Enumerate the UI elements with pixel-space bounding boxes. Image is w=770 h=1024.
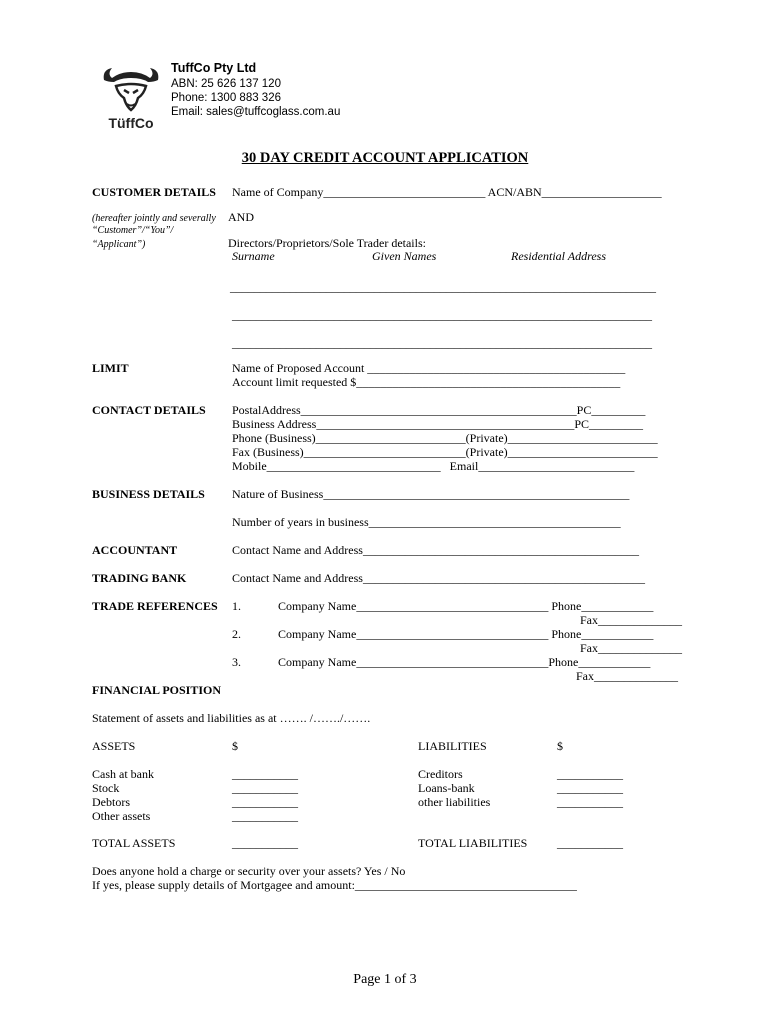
- company-name: TuffCo Pty Ltd: [171, 61, 257, 75]
- asset-other-field[interactable]: ___________: [232, 809, 298, 823]
- assets-heading: ASSETS: [92, 739, 136, 753]
- asset-debtors-label: Debtors: [92, 795, 130, 809]
- director-line-3[interactable]: ______________________________________________________________________: [232, 336, 652, 350]
- nature-of-business-field[interactable]: Nature of Business___________________________________________________: [232, 487, 630, 501]
- company-email: Email: sales@tuffcoglass.com.au: [171, 106, 341, 118]
- account-name-field[interactable]: Name of Proposed Account ___________________________________________: [232, 361, 626, 375]
- ref-3-num: 3.: [232, 655, 241, 669]
- ref-1-fax-field[interactable]: Fax______________: [580, 613, 682, 627]
- company-phone: Phone: 1300 883 326: [171, 92, 281, 104]
- trading-bank-heading: TRADING BANK: [92, 571, 187, 585]
- liability-creditors-label: Creditors: [418, 767, 463, 781]
- ref-2-fax-field[interactable]: Fax______________: [580, 641, 682, 655]
- years-in-business-field[interactable]: Number of years in business__________________________________________: [232, 515, 621, 529]
- contact-details-heading: CONTACT DETAILS: [92, 403, 206, 417]
- asset-stock-field[interactable]: ___________: [232, 781, 298, 795]
- charge-details-field[interactable]: If yes, please supply details of Mortgagee and amount:_____________________________________: [92, 878, 577, 892]
- accountant-contact-field[interactable]: Contact Name and Address______________________________________________: [232, 543, 639, 557]
- total-assets-label: TOTAL ASSETS: [92, 836, 176, 850]
- liability-loans-label: Loans-bank: [418, 781, 475, 795]
- given-names-col: Given Names: [372, 249, 437, 263]
- company-name-field[interactable]: Name of Company___________________________ ACN/ABN____________________: [232, 185, 662, 199]
- bank-contact-field[interactable]: Contact Name and Address_______________________________________________: [232, 571, 645, 585]
- director-line-1[interactable]: _______________________________________________________________________: [230, 280, 656, 294]
- tuffco-logo: [98, 60, 164, 132]
- liability-other-field[interactable]: ___________: [557, 795, 623, 809]
- asset-other-label: Other assets: [92, 809, 151, 823]
- page-number: Page 1 of 3: [353, 972, 417, 987]
- accountant-heading: ACCOUNTANT: [92, 543, 178, 557]
- trade-references-heading: TRADE REFERENCES: [92, 599, 218, 613]
- liabilities-dollar: $: [557, 739, 563, 753]
- liability-other-label: other liabilities: [418, 795, 491, 809]
- company-abn: ABN: 25 626 137 120: [171, 78, 281, 90]
- ref-1-num: 1.: [232, 599, 241, 613]
- ref-1-company-field[interactable]: Company Name________________________________ Phone____________: [278, 599, 654, 613]
- financial-position-heading: FINANCIAL POSITION: [92, 683, 222, 697]
- postal-address-field[interactable]: PostalAddress______________________________________________PC_________: [232, 403, 646, 417]
- liability-loans-field[interactable]: ___________: [557, 781, 623, 795]
- total-liabilities-label: TOTAL LIABILITIES: [418, 836, 528, 850]
- total-assets-field[interactable]: ___________: [232, 836, 298, 850]
- limit-heading: LIMIT: [92, 361, 129, 375]
- customer-note-1: (hereafter jointly and severally: [92, 213, 216, 224]
- statement-line[interactable]: Statement of assets and liabilities as at ……. /……./…….: [92, 711, 371, 725]
- ref-3-fax-field[interactable]: Fax______________: [576, 669, 678, 683]
- customer-note-3: “Applicant”): [92, 239, 146, 250]
- asset-debtors-field[interactable]: ___________: [232, 795, 298, 809]
- customer-details-heading: CUSTOMER DETAILS: [92, 185, 216, 199]
- account-limit-field[interactable]: Account limit requested $____________________________________________: [232, 375, 621, 389]
- and-label: AND: [228, 210, 254, 224]
- customer-note-2: “Customer”/“You”/: [92, 225, 174, 236]
- charge-question[interactable]: Does anyone hold a charge or security over your assets? Yes / No: [92, 864, 406, 878]
- total-liabilities-field[interactable]: ___________: [557, 836, 623, 850]
- asset-cash-field[interactable]: ___________: [232, 767, 298, 781]
- ref-2-company-field[interactable]: Company Name________________________________ Phone____________: [278, 627, 654, 641]
- surname-col: Surname: [232, 249, 275, 263]
- mobile-email-field[interactable]: Mobile_____________________________ Email__________________________: [232, 459, 635, 473]
- fax-field[interactable]: Fax (Business)___________________________(Private)_________________________: [232, 445, 658, 459]
- assets-dollar: $: [232, 739, 238, 753]
- liabilities-heading: LIABILITIES: [418, 739, 487, 753]
- residential-address-col: Residential Address: [511, 249, 606, 263]
- ref-3-company-field[interactable]: Company Name________________________________Phone____________: [278, 655, 651, 669]
- liability-creditors-field[interactable]: ___________: [557, 767, 623, 781]
- ref-2-num: 2.: [232, 627, 241, 641]
- phone-field[interactable]: Phone (Business)_________________________(Private)_________________________: [232, 431, 658, 445]
- logo-text: TüffCo: [108, 115, 154, 131]
- business-address-field[interactable]: Business Address___________________________________________PC_________: [232, 417, 644, 431]
- director-line-2[interactable]: ______________________________________________________________________: [232, 308, 652, 322]
- business-details-heading: BUSINESS DETAILS: [92, 487, 205, 501]
- asset-stock-label: Stock: [92, 781, 120, 795]
- asset-cash-label: Cash at bank: [92, 767, 154, 781]
- directors-label: Directors/Proprietors/Sole Trader details:: [228, 236, 426, 250]
- form-title: 30 DAY CREDIT ACCOUNT APPLICATION: [241, 150, 529, 166]
